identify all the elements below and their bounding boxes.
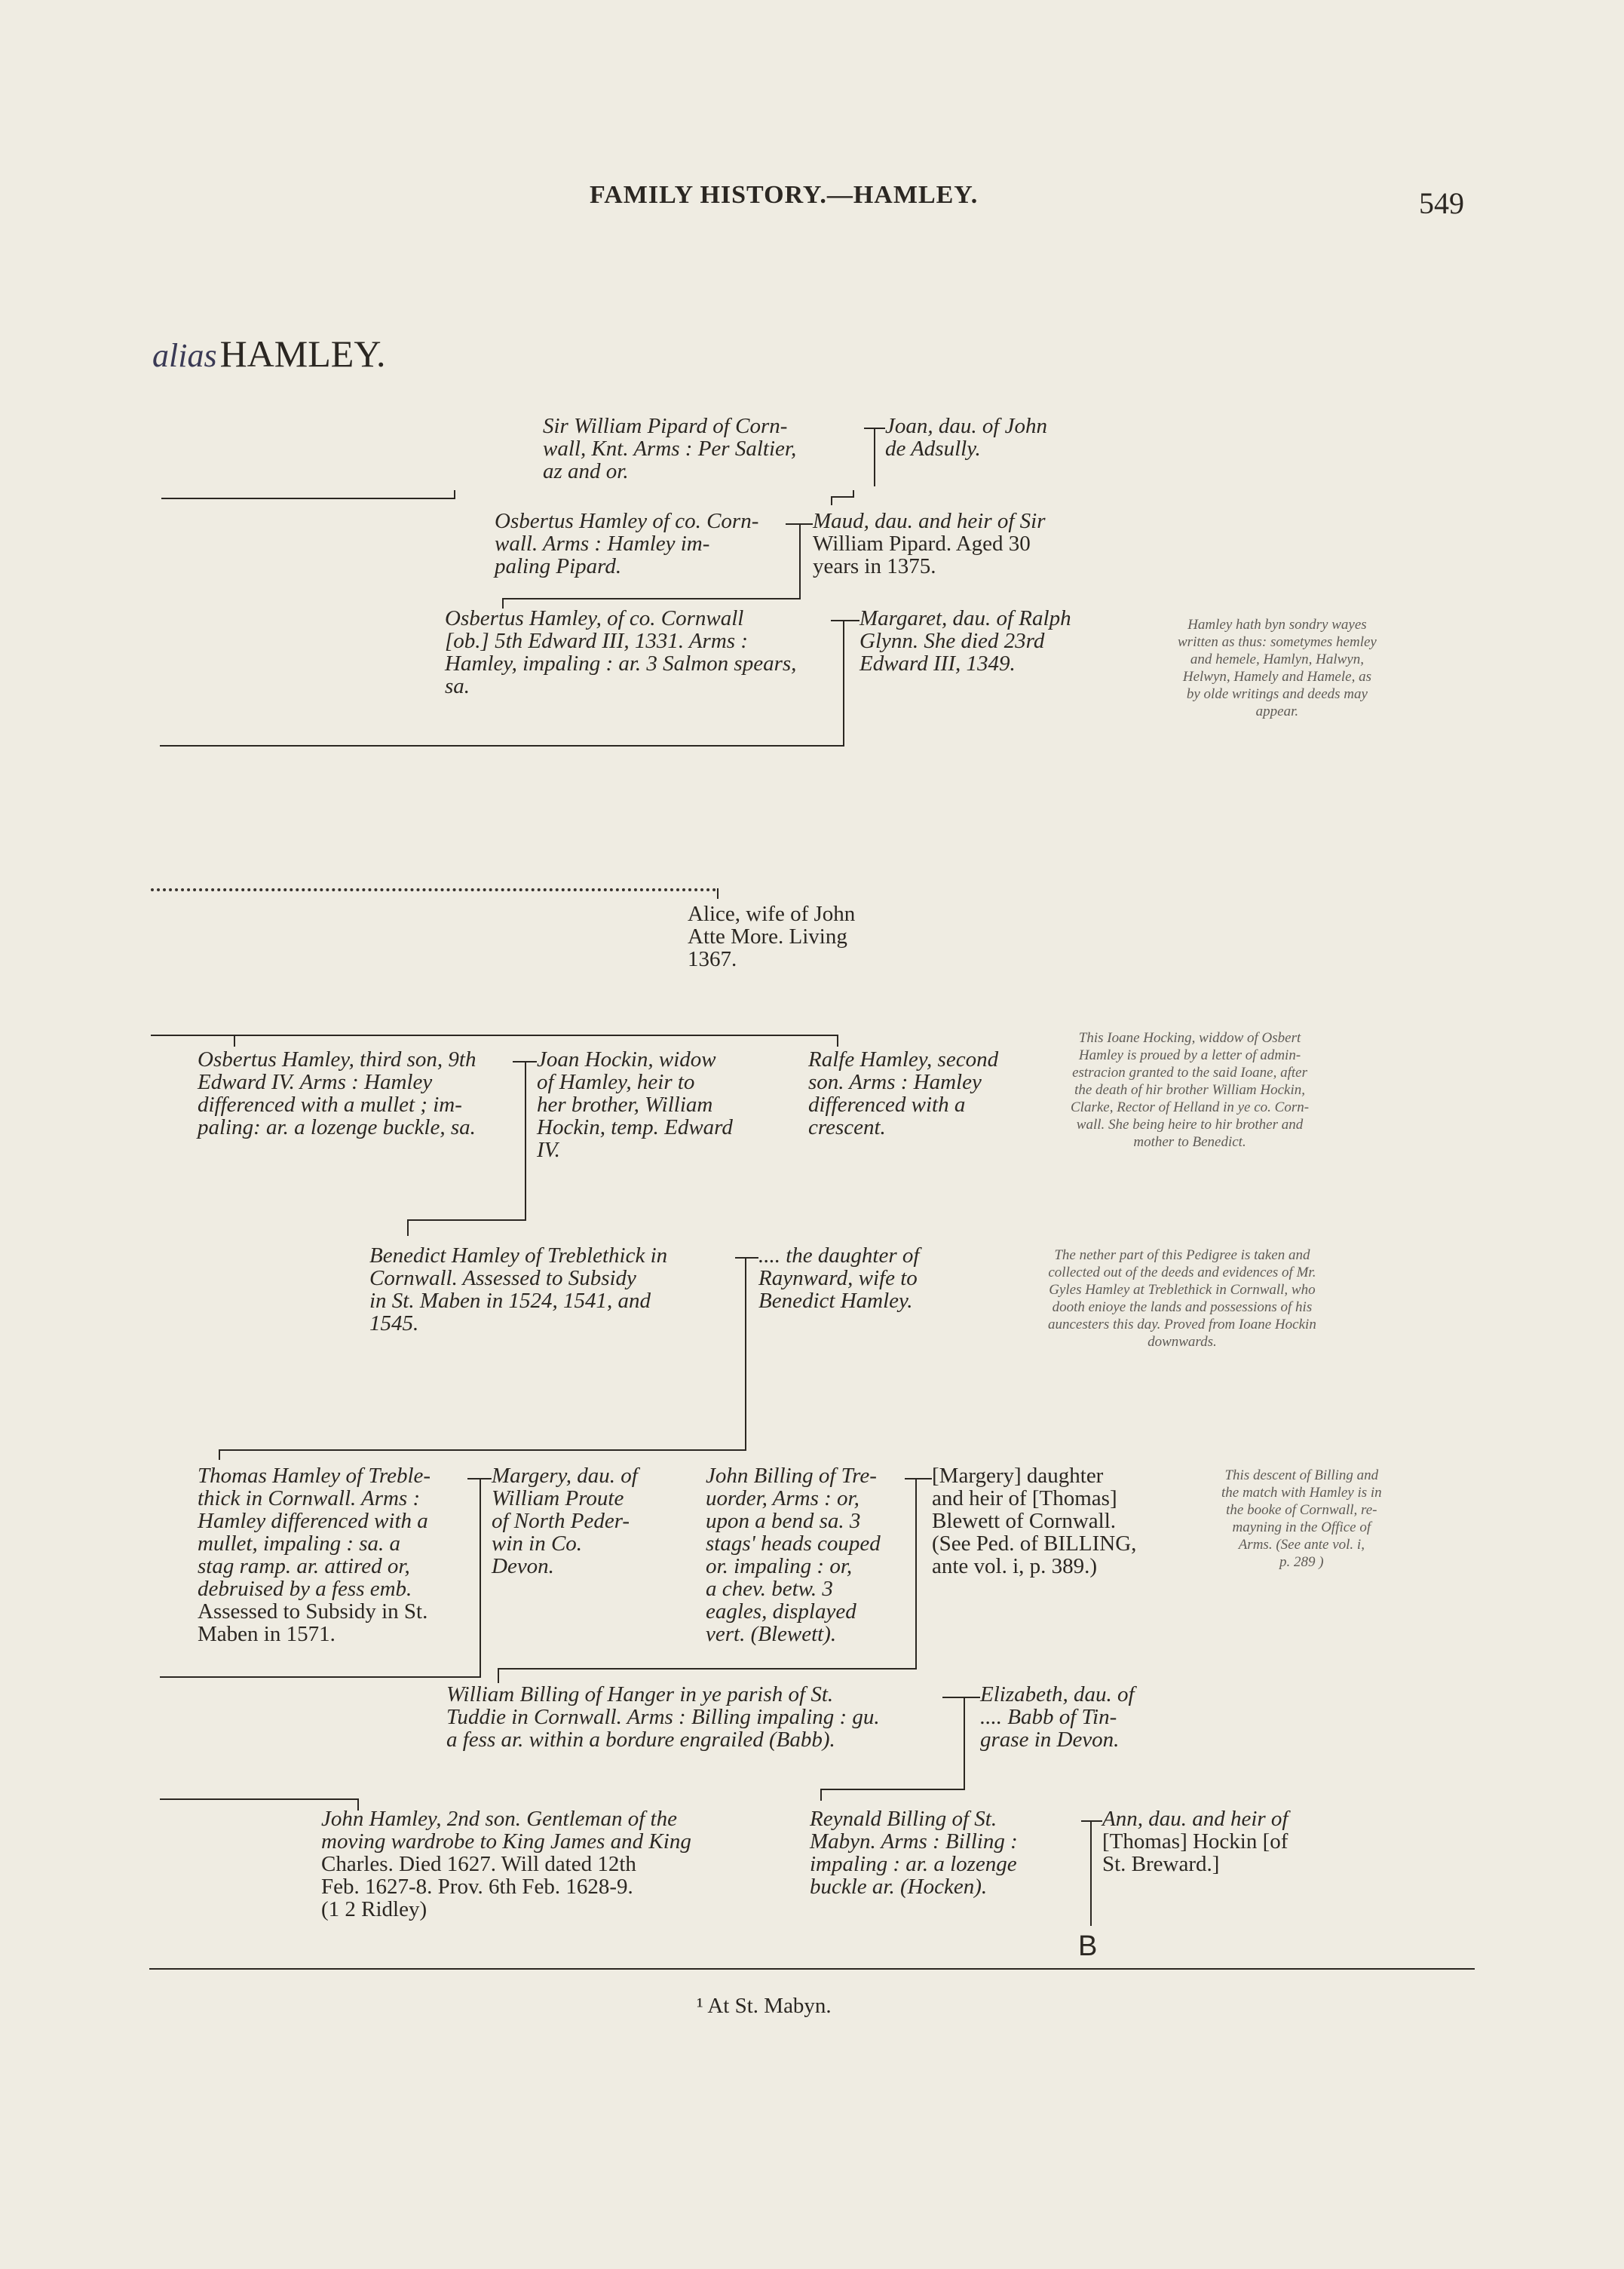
person-maud: Maud, dau. and heir of Sir William Pipard. Aged 30 years in 1375. [813, 509, 1046, 578]
note-ioane-hocking: This Ioane Hocking, widdow of Osbert Hamley is proued by a letter of admin- estracion granted to the said Ioane, after the death of hir brother William Hockin, Clarke, Rector of Helland in ye co. Corn- wall. She being heire to hir brother and mother to Benedict. [1071, 1030, 1310, 1150]
person-osbertus-hamley-2: Osbertus Hamley, of co. Cornwall [ob.] 5th Edward III, 1331. Arms : Hamley, impaling : ar. 3 Salmon spears, sa. [445, 606, 797, 698]
page-title [152, 332, 386, 376]
surname: HAMLEY. [219, 333, 386, 375]
person-ralfe-hamley: Ralfe Hamley, second son. Arms : Hamley differenced with a crescent. [808, 1047, 999, 1139]
person-william-billing: William Billing of Hanger in ye parish of St. Tuddie in Cornwall. Arms : Billing impaling : gu. a fess ar. within a bordure engrailed (Babb). [446, 1682, 880, 1752]
person-elizabeth-babb: Elizabeth, dau. of .... Babb of Tin- grase in Devon. [980, 1682, 1135, 1752]
person-thomas-hamley: Thomas Hamley of Treble- thick in Cornwall. Arms : Hamley differenced with a mullet, impaling : sa. a stag ramp. ar. attired or, debruised by a fess emb. Assessed to Subsidy in St. Maben in 1571. [198, 1464, 431, 1646]
footnote: ¹ At St. Mabyn. [697, 1994, 832, 2018]
person-john-hamley: John Hamley, 2nd son. Gentleman of the moving wardrobe to King James and King Charles. Died 1627. Will dated 12th Feb. 1627-8. Prov. 6th Feb. 1628-9. (1 2 Ridley) [321, 1807, 691, 1921]
person-william-pipard: Sir William Pipard of Corn- wall, Knt. Arms : Per Saltier, az and or. [543, 414, 797, 483]
person-margery-blewett: [Margery] daughter and heir of [Thomas] Blewett of Cornwall. (See Ped. of BILLING, ante vol. i, p. 389.) [932, 1464, 1137, 1578]
running-title: FAMILY HISTORY.—HAMLEY. [590, 181, 979, 209]
person-raynward-daughter: .... the daughter of Raynward, wife to Benedict Hamley. [758, 1243, 920, 1313]
note-nether-part: The nether part of this Pedigree is taken and collected out of the deeds and evidences of Mr. Gyles Hamley at Treblethick in Cornwall, who dooth enioye the lands and possessions of his auncesters this day. Proved from Ioane Hockin downwards. [1048, 1247, 1316, 1350]
person-margery-proute: Margery, dau. of William Proute of North Peder- win in Co. Devon. [492, 1464, 638, 1578]
person-reynald-billing: Reynald Billing of St. Mabyn. Arms : Billing : impaling : ar. a lozenge buckle ar. (Hocken). [810, 1807, 1018, 1899]
person-joan-hockin: Joan Hockin, widow of Hamley, heir to her brother, William Hockin, temp. Edward IV. [537, 1047, 733, 1162]
person-margaret: Margaret, dau. of Ralph Glynn. She died 23rd Edward III, 1349. [859, 606, 1071, 676]
person-alice: Alice, wife of John Atte More. Living 1367. [688, 902, 856, 971]
person-john-billing: John Billing of Tre- uorder, Arms : or, upon a bend sa. 3 stags' heads couped or. impaling : or, a chev. betw. 3 eagles, displayed vert. (Blewett). [706, 1464, 881, 1646]
note-billing-descent: This descent of Billing and the match with Hamley is in the booke of Cornwall, re- mayning in the Office of Arms. (See ante vol. i, p. 289 ) [1221, 1467, 1382, 1570]
page-number: 549 [1419, 186, 1464, 220]
person-osbertus-hamley-3: Osbertus Hamley, third son, 9th Edward IV. Arms : Hamley differenced with a mullet ; im- paling: ar. a lozenge buckle, sa. [198, 1047, 476, 1139]
continuation-mark: B [1078, 1930, 1098, 1962]
person-joan-adsully: Joan, dau. of John de Adsully. [885, 414, 1048, 461]
person-osbertus-hamley-1: Osbertus Hamley of co. Corn- wall. Arms : Hamley im- paling Pipard. [495, 509, 759, 578]
person-ann-hockin: Ann, dau. and heir of [Thomas] Hockin [of St. Breward.] [1102, 1807, 1288, 1876]
alias-prefix: alias [152, 337, 217, 374]
note-spellings: Hamley hath byn sondry wayes written as thus: sometymes hemley and hemele, Hamlyn, Halwyn, Helwyn, Hamely and Hamele, as by olde writings and deeds may appear. [1178, 617, 1377, 719]
person-benedict-hamley: Benedict Hamley of Treblethick in Cornwall. Assessed to Subsidy in St. Maben in 1524, 1541, and 1545. [369, 1243, 668, 1335]
